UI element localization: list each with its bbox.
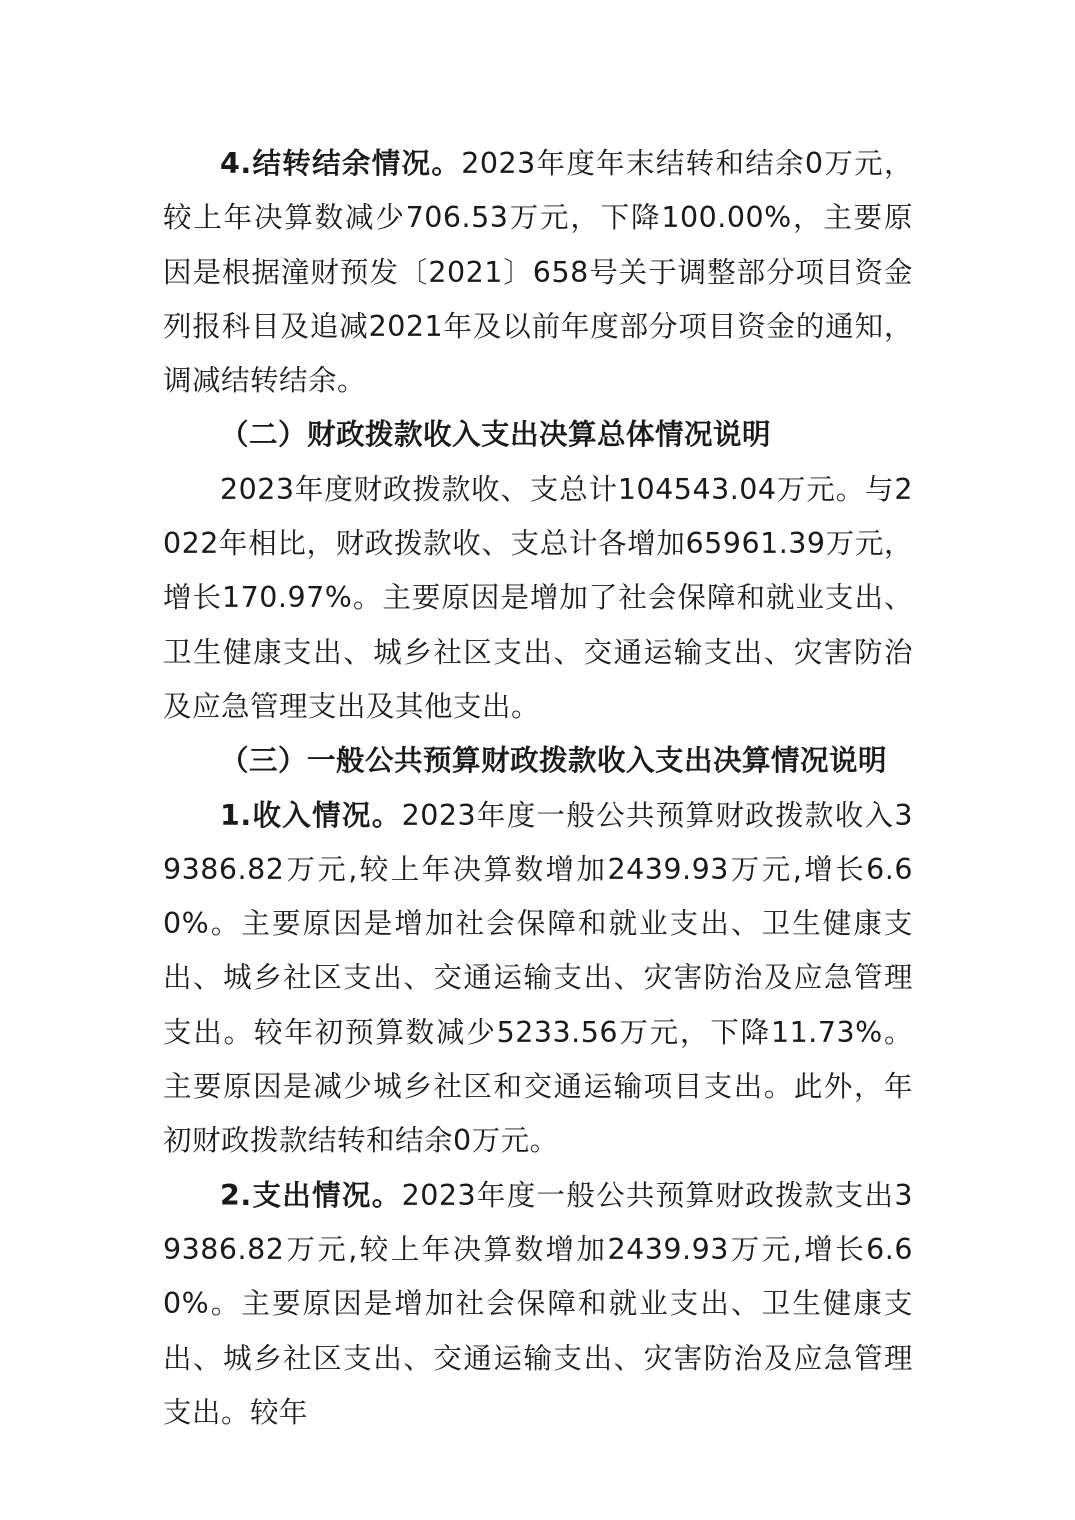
paragraph-lead: 4.结转结余情况。 [220,147,462,180]
paragraph-body: 2023年度一般公共预算财政拨款收入39386.82万元,较上年决算数增加2439.93万元,增长6.60%。主要原因是增加社会保障和就业支出、卫生健康支出、城乡社区支出、交通运输支出、灾害防治及应急管理支出。较年初预算数减少5233.56万元，下降11.73%。主要原因是减少城乡社区和交通运输项目支出。此外，年初财政拨款结转和结余0万元。 [163,798,913,1158]
paragraph-carryover-balance [163,137,913,408]
paragraph-expenditure [163,1169,913,1440]
paragraph-fiscal-total: 2023年度财政拨款收、支总计104543.04万元。与2022年相比，财政拨款收、支总计各增加65961.39万元，增长170.97%。主要原因是增加了社会保障和就业支出、卫生健康支出、城乡社区支出、交通运输支出、灾害防治及应急管理支出及其他支出。 [163,472,913,723]
section-heading-2: （二）财政拨款收入支出决算总体情况说明 [220,418,772,452]
document-page [163,137,913,1440]
paragraph-lead: 2.支出情况。 [220,1178,402,1212]
paragraph-income [163,789,913,1169]
paragraph-lead: 1.收入情况。 [220,798,402,832]
paragraph-body: 2023年度一般公共预算财政拨款支出39386.82万元,较上年决算数增加2439.93万元,增长6.60%。主要原因是增加社会保障和就业支出、卫生健康支出、城乡社区支出、交通运输支出、灾害防治及应急管理支出。较年 [163,1178,913,1429]
paragraph-body: 2023年度年末结转和结余0万元，较上年决算数减少706.53万元，下降100.00%，主要原因是根据潼财预发〔2021〕658号关于调整部分项目资金列报科目及追减2021年及以前年度部分项目资金的通知，调减结转结余。 [163,147,913,398]
section-heading-3: （三）一般公共预算财政拨款收入支出决算情况说明 [220,744,888,778]
